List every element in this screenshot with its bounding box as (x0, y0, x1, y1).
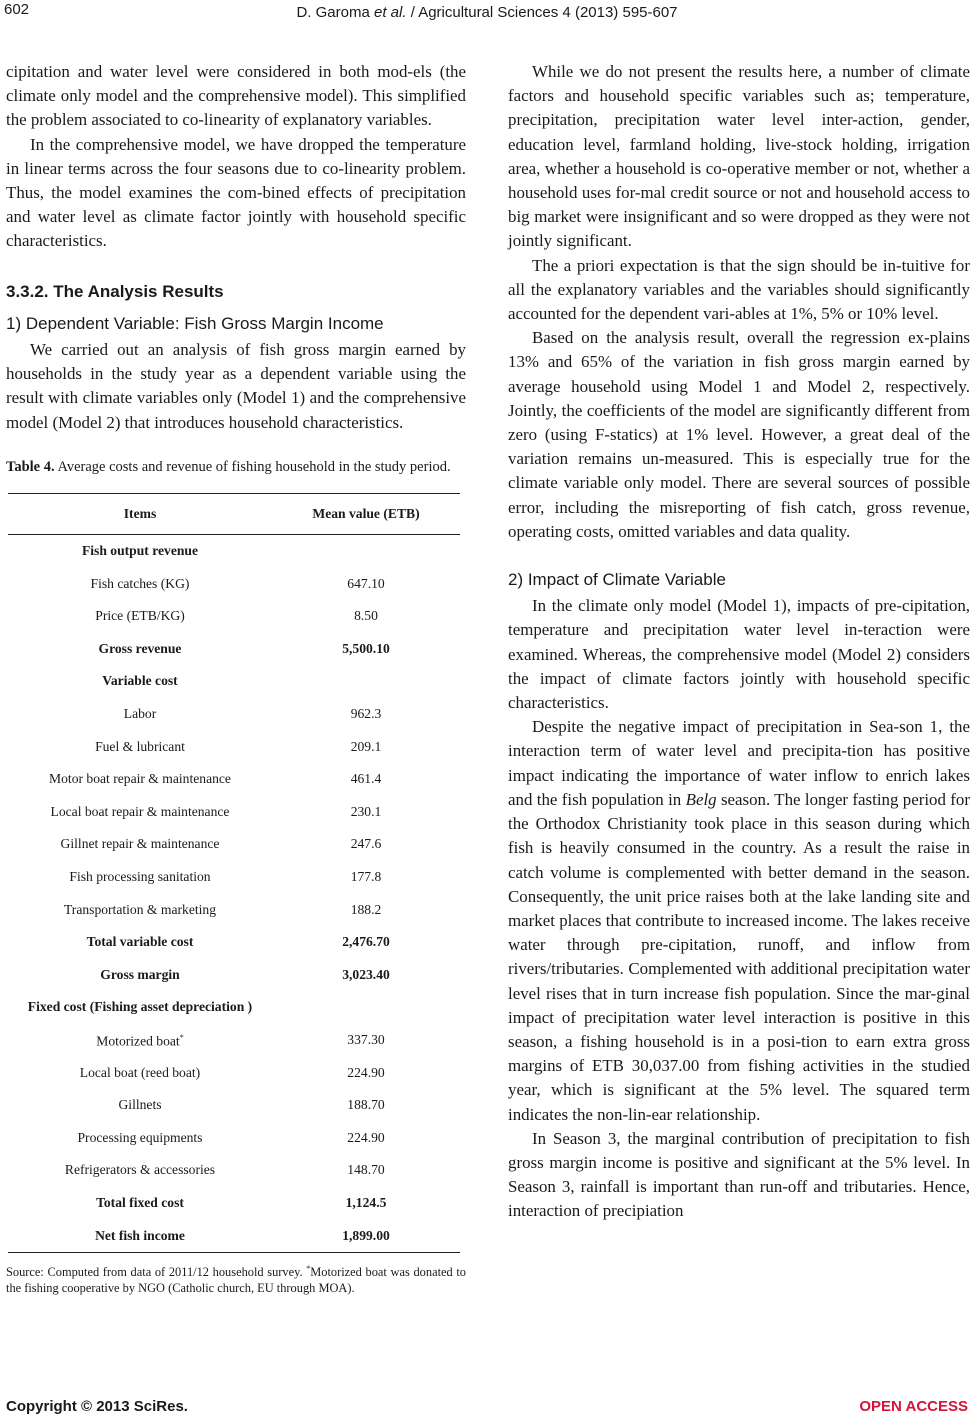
right-paragraph-2: The a priori expectation is that the sign should be in-tuitive for all the explanatory variables and the variables should significantly accounted for the dependent vari-ables at 1%, 5% or 10% level. (508, 255, 970, 324)
running-head-authors: D. Garoma (296, 4, 374, 21)
subheading-dependent-variable: 1) Dependent Variable: Fish Gross Margin Income (6, 313, 384, 333)
page-number: 602 (4, 1, 30, 18)
p5-text-end: season. The longer fasting period for the Orthodox Christianity took place in this season during which fish is heavily consumed in the country. As a result the raise in catch volume is complemented with better demand in the season. Consequently, the unit price raises both at the lake landing site and market places that contribute to increased income. The lakes receive water through pre-cipitation, runoff, and inflow from rivers/tributaries. Complemented with additional precipitation water level rises that in turn increase fish population. Since the mar-ginal impact of precipitation water level interaction is positive in this season, a fishing household is in a posi-tion to earn extra gross margins of ETB 30,037.00 from fishing activities in the studied year, which is significant at the 5% level. The squared term indicates the non-lin-ear relationship. (508, 789, 970, 1124)
table-cell-value: 962.3 (350, 706, 382, 721)
table-cell-item: Total variable cost (86, 934, 194, 950)
table-cell-value: 8.50 (354, 608, 378, 624)
table-cell-item: Gillnet repair & maintenance (60, 836, 220, 852)
table-cell-value: 5,500.10 (342, 640, 390, 656)
source-text: Source: Computed from data of 2011/12 household survey. (6, 1265, 307, 1280)
table-row (8, 959, 460, 992)
table-cell-value: 2,476.70 (342, 934, 390, 950)
table-row (8, 926, 460, 959)
table-cell-value: 188.2 (350, 901, 382, 917)
table-row (8, 600, 460, 633)
table-row (8, 893, 460, 926)
running-head-journal: / Agricultural Sciences 4 (2013) 595-607 (406, 4, 678, 21)
table-cell-item: Net fish income (8, 1219, 272, 1252)
table-cell-value: 337.30 (347, 1031, 385, 1047)
table-cell-item: Fish processing sanitation (69, 868, 211, 884)
copyright-notice: Copyright © 2013 SciRes. (6, 1398, 188, 1415)
subheading-climate-variable: 2) Impact of Climate Variable (508, 570, 726, 590)
table-cell-value: 224.90 (347, 1129, 385, 1145)
table-row (8, 534, 460, 567)
table-cell-value: 3,023.40 (342, 966, 390, 982)
table-cell-value: 224.90 (347, 1064, 385, 1080)
table-cell-item: Price (ETB/KG) (95, 608, 185, 624)
table-row (8, 1056, 460, 1089)
right-paragraph-5 (508, 715, 970, 1126)
table-cell-item: Gross margin (100, 966, 180, 982)
table-row (8, 796, 460, 829)
table-cell-value: 177.8 (350, 868, 382, 884)
table-cell-item: Fish output revenue (81, 543, 199, 559)
motorized-boat-label: Motorized boat (96, 1033, 180, 1049)
table-cell-value (272, 665, 460, 698)
table-caption (6, 457, 466, 477)
table-cell-item: Refrigerators & accessories (64, 1162, 216, 1178)
table-row (8, 1187, 460, 1220)
table-row (8, 991, 460, 1024)
table-row (8, 828, 460, 861)
source-footnote-marker: * (306, 1263, 311, 1273)
table-cell-item: Labor (123, 706, 157, 721)
running-head (0, 4, 974, 21)
right-column (508, 60, 970, 1224)
table-cell-item: Total fixed cost (96, 1194, 184, 1210)
right-paragraph-6: In Season 3, the marginal contribution of precipitation to fish gross margin income is positive and significant at the 5% level. In Season 3, rainfall is important than run-off and tributaries. Hence, interaction of precipiation (508, 1128, 970, 1221)
table-cell-item: Local boat repair & maintenance (50, 803, 230, 819)
table-cell-item: Processing equipments (77, 1129, 203, 1145)
table-row (8, 763, 460, 796)
table-cell-value: 148.70 (347, 1162, 385, 1178)
left-paragraph-2: In the comprehensive model, we have dropped the temperature in linear terms across the four seasons due to co-linearity problem. Thus, the model examines the com-bined effects of precipitation and water level as climate factor jointly with household specific characteristics. (6, 134, 466, 251)
table-cell-value: 461.4 (350, 771, 382, 787)
table-cell-item: Fuel & lubricant (95, 738, 185, 754)
table-cell-value: 230.1 (350, 803, 382, 819)
table-cell-value: 1,124.5 (345, 1194, 387, 1210)
table-cell-item: Gross revenue (98, 640, 182, 656)
table-cell-item: Fixed cost (Fishing asset depreciation ) (27, 999, 253, 1015)
table-cell-item: Transportation & marketing (63, 901, 217, 917)
table-row (8, 1219, 460, 1252)
costs-revenue-table (8, 493, 460, 1253)
table-cell-value: 647.10 (347, 575, 385, 591)
page-footer (0, 1398, 974, 1418)
table-row (8, 861, 460, 894)
table-cell-item: Motor boat repair & maintenance (49, 771, 231, 787)
left-column (6, 60, 466, 1296)
table-caption-text: Average costs and revenue of fishing household in the study period. (54, 458, 451, 475)
p5-italic-term: Belg (685, 789, 717, 809)
right-paragraph-3: Based on the analysis result, overall the regression ex-plains 13% and 65% of the variation in fish gross margin earned by average household using Model 1 and Model 2, respectively. Jointly, the coefficients of the model are significantly different from zero (using F-statics) at 1% level. However, a great deal of the variation remains un-measured. This is especially true for the climate variable only model. There are several sources of possible error, including the misreporting of fish catch, gross revenue, operating costs, omitted variables and data quality. (508, 328, 970, 541)
footnote-marker: * (179, 1033, 184, 1043)
table-header-items: Items (8, 493, 272, 534)
table-cell-item: Variable cost (102, 673, 178, 689)
table-row (8, 1154, 460, 1187)
table-cell-item: Local boat (reed boat) (79, 1064, 201, 1080)
table-cell-value (272, 991, 460, 1024)
table-row (8, 567, 460, 600)
table-row (8, 730, 460, 763)
open-access-label: OPEN ACCESS (859, 1398, 968, 1415)
table-cell-item (8, 1024, 272, 1057)
table-row (8, 698, 460, 731)
left-paragraph-3: We carried out an analysis of fish gross margin earned by households in the study year as a dependent variable using the result with climate variables only (Model 1) and the comprehensive model (Model 2) that introduces household characteristics. (6, 340, 466, 432)
left-paragraph-1: cipitation and water level were considered in both mod-els (the climate only model and the comprehensive model). This simplified the problem associated to co-linearity of explanatory variables. (6, 62, 466, 130)
source-footnote-text: Motorized boat was donated to the fishing cooperative by NGO (Catholic church, EU through MOA). (6, 1265, 467, 1296)
table-caption-label: Table 4. (6, 458, 55, 475)
table-header-row (8, 493, 460, 534)
running-header (0, 0, 974, 24)
table-row (8, 1122, 460, 1155)
right-paragraph-4: In the climate only model (Model 1), impacts of pre-cipitation, temperature and precipitation water level in-teraction were examined. Whereas, the comprehensive model (Model 2) considers the impact of climate factors jointly with household specific characteristics. (508, 596, 970, 713)
p5-text-start: Despite the negative impact of precipitation in Sea-son 1, the interaction term of water level and precipita-tion has positive impact indicating the importance of water inflow to enrich lakes and the fish population in (508, 717, 970, 809)
table-row (8, 1024, 460, 1057)
table-cell-item: Fish catches (KG) (90, 575, 190, 591)
table-row (8, 665, 460, 698)
table-source-note (6, 1261, 466, 1296)
table-row (8, 633, 460, 666)
table-cell-value: 1,899.00 (272, 1219, 460, 1252)
table-cell-item: Gillnets (118, 1097, 162, 1113)
table-cell-value: 247.6 (350, 836, 382, 852)
table-cell-value (272, 534, 460, 567)
table-cell-value: 188.70 (347, 1097, 385, 1113)
table-header-mean-value: Mean value (ETB) (272, 493, 460, 534)
section-heading: 3.3.2. The Analysis Results (6, 281, 224, 301)
table-cell-value: 209.1 (350, 738, 382, 754)
table-row (8, 1089, 460, 1122)
running-head-etal: et al. (374, 4, 407, 21)
right-paragraph-1: While we do not present the results here, a number of climate factors and household specific variables such as; temperature, precipitation, precipitation water level inter-action, gender, education level, farmland holding, live-stock holding, irrigation area, whether a household is co-operative member or not, whether a household uses for-mal credit source or not and household access to big market were insignificant and so were dropped as they were not jointly significant. (508, 62, 970, 251)
